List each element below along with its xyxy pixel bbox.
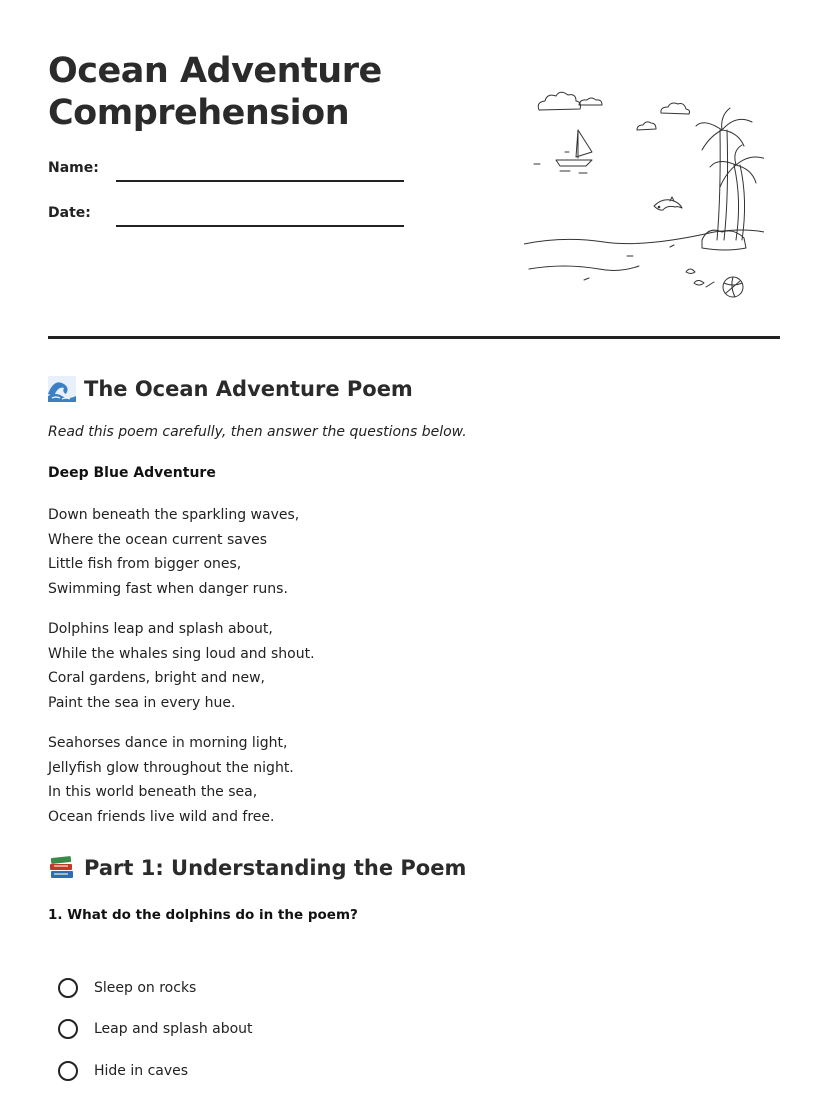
poem-line: While the whales sing loud and shout.	[48, 645, 315, 662]
sailboat-icon	[534, 130, 592, 173]
seashell-icon	[686, 269, 714, 287]
wave-icon	[48, 376, 76, 402]
poem-line: Paint the sea in every hue.	[48, 694, 236, 711]
answer-option-leap-and-splash[interactable]	[58, 1009, 253, 1051]
header-divider	[48, 336, 780, 339]
poem-line: Jellyfish glow throughout the night.	[48, 759, 294, 776]
poem-instructions: Read this poem carefully, then answer the questions below.	[48, 424, 467, 440]
radio-button[interactable]	[58, 978, 78, 998]
worksheet-page	[48, 0, 780, 1118]
question-1: 1. What do the dolphins do in the poem?	[48, 907, 358, 923]
poem-line: Swimming fast when danger runs.	[48, 580, 288, 597]
cloud-icon	[637, 103, 690, 130]
date-label: Date:	[48, 205, 91, 221]
poem-line: Little fish from bigger ones,	[48, 556, 242, 572]
answer-option-sleep-on-rocks[interactable]	[58, 967, 253, 1009]
answer-option-label: Leap and splash about	[94, 1021, 253, 1038]
poem-line: Down beneath the sparkling waves,	[48, 507, 300, 523]
worksheet-title	[48, 50, 382, 134]
poem-title: Deep Blue Adventure	[48, 465, 216, 481]
answer-option-label: Sleep on rocks	[94, 979, 197, 996]
books-icon	[48, 855, 76, 881]
cloud-icon	[538, 92, 602, 110]
shoreline	[524, 230, 764, 280]
title-line-1: Ocean Adventure	[48, 51, 382, 91]
poem-line: Ocean friends live wild and free.	[48, 808, 275, 825]
answer-option-label: Hide in caves	[94, 1062, 189, 1079]
title-line-2: Comprehension	[48, 93, 350, 133]
radio-button[interactable]	[58, 1061, 78, 1081]
poem-line: In this world beneath the sea,	[48, 784, 258, 800]
part1-section-title	[48, 855, 466, 881]
poem-line: Seahorses dance in morning light,	[48, 735, 288, 751]
dolphin-icon	[654, 197, 682, 210]
date-field-line[interactable]	[116, 225, 404, 227]
poem-stanza-2	[48, 617, 315, 715]
poem-line: Where the ocean current saves	[48, 531, 268, 548]
name-field-line[interactable]	[116, 180, 404, 182]
question-1-options	[58, 967, 253, 1092]
beach-ball-icon	[723, 277, 743, 297]
poem-line: Dolphins leap and splash about,	[48, 621, 273, 637]
poem-line: Coral gardens, bright and new,	[48, 670, 265, 686]
palm-tree-icon	[696, 108, 764, 250]
beach-scene-illustration	[524, 80, 764, 305]
poem-section-title-text: The Ocean Adventure Poem	[84, 377, 413, 401]
poem-stanza-3	[48, 731, 294, 829]
answer-option-hide-in-caves[interactable]	[58, 1050, 253, 1092]
poem-section-title	[48, 376, 413, 402]
poem-stanza-1	[48, 503, 299, 601]
name-label: Name:	[48, 160, 99, 176]
part1-section-title-text: Part 1: Understanding the Poem	[84, 856, 467, 880]
radio-button[interactable]	[58, 1019, 78, 1039]
